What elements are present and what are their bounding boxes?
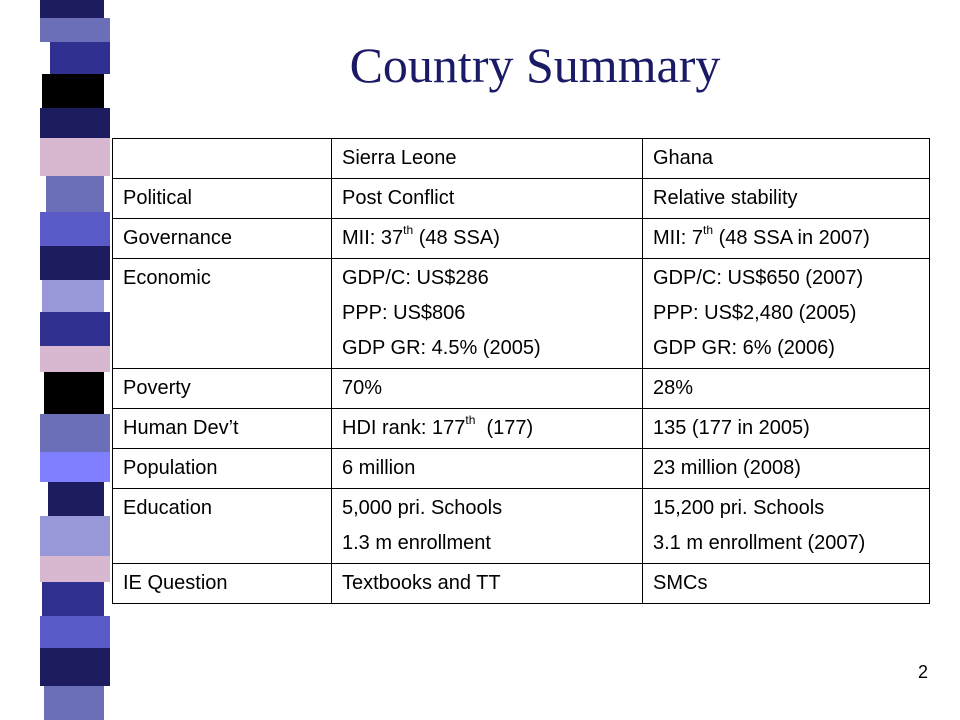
header-cell-empty bbox=[113, 139, 332, 179]
cell-line bbox=[653, 266, 919, 290]
cell-text: 23 million (2008) bbox=[653, 457, 801, 479]
cell-line bbox=[653, 186, 919, 210]
table-row-human-dev-t bbox=[113, 409, 930, 449]
stripe-segment bbox=[40, 648, 110, 686]
cell-text: 28% bbox=[653, 377, 694, 399]
cell-line bbox=[653, 571, 919, 595]
stripe-segment bbox=[40, 516, 110, 556]
cell-sierra-leone bbox=[332, 179, 643, 219]
row-label: Governance bbox=[113, 219, 332, 259]
cell-line bbox=[342, 266, 632, 290]
cell-line bbox=[342, 223, 632, 250]
stripe-segment bbox=[42, 74, 104, 108]
cell-line bbox=[342, 376, 632, 400]
cell-sierra-leone bbox=[332, 369, 643, 409]
cell-text: SMCs bbox=[653, 572, 708, 594]
cell-text: 15,200 pri. Schools bbox=[653, 497, 825, 519]
cell-ghana bbox=[643, 449, 930, 489]
cell-ghana bbox=[643, 259, 930, 369]
cell-line bbox=[653, 531, 919, 555]
cell-text: 70% bbox=[342, 377, 383, 399]
cell-text: PPP: US$2,480 (2005) bbox=[653, 302, 857, 324]
cell-line bbox=[653, 456, 919, 480]
cell-ghana bbox=[643, 369, 930, 409]
cell-text: 135 (177 in 2005) bbox=[653, 417, 810, 439]
ordinal-suffix: th bbox=[465, 413, 476, 428]
table-row-population bbox=[113, 449, 930, 489]
cell-ghana bbox=[643, 564, 930, 604]
cell-line bbox=[653, 496, 919, 520]
cell-text: MII: 37 bbox=[342, 227, 404, 249]
stripe-segment bbox=[40, 346, 110, 372]
cell-text: 6 million bbox=[342, 457, 416, 479]
cell-sierra-leone bbox=[332, 564, 643, 604]
header-cell-ghana: Ghana bbox=[643, 139, 930, 179]
cell-line bbox=[653, 223, 919, 250]
stripe-segment bbox=[44, 686, 104, 720]
ordinal-suffix: th bbox=[403, 223, 414, 238]
table-row-education bbox=[113, 489, 930, 564]
stripe-segment bbox=[48, 482, 104, 516]
stripe-segment bbox=[40, 212, 110, 246]
cell-sierra-leone bbox=[332, 489, 643, 564]
row-label: Economic bbox=[113, 259, 332, 369]
slide-title: Country Summary bbox=[349, 37, 721, 93]
header-cell-sierra-leone: Sierra Leone bbox=[332, 139, 643, 179]
cell-sierra-leone bbox=[332, 219, 643, 259]
cell-text-rest: (48 SSA in 2007) bbox=[713, 227, 870, 249]
table-row-ie-question bbox=[113, 564, 930, 604]
cell-text: Textbooks and TT bbox=[342, 572, 501, 594]
stripe-segment bbox=[40, 108, 110, 138]
stripe-segment bbox=[44, 372, 104, 414]
cell-text: GDP GR: 4.5% (2005) bbox=[342, 337, 541, 359]
cell-text: Relative stability bbox=[653, 187, 798, 209]
stripe-segment bbox=[50, 42, 110, 74]
cell-line bbox=[653, 376, 919, 400]
table-row-poverty bbox=[113, 369, 930, 409]
cell-text: 3.1 m enrollment (2007) bbox=[653, 532, 866, 554]
cell-text: MII: 7 bbox=[653, 227, 704, 249]
table-header-row bbox=[113, 139, 930, 179]
row-label: Human Dev’t bbox=[113, 409, 332, 449]
table-row-governance bbox=[113, 219, 930, 259]
cell-ghana bbox=[643, 219, 930, 259]
cell-text-rest: (48 SSA) bbox=[413, 227, 500, 249]
page-number: 2 bbox=[917, 662, 928, 682]
cell-sierra-leone bbox=[332, 449, 643, 489]
cell-text: GDP GR: 6% (2006) bbox=[653, 337, 835, 359]
ordinal-suffix: th bbox=[703, 223, 714, 238]
stripe-segment bbox=[40, 616, 110, 648]
cell-line bbox=[342, 456, 632, 480]
cell-ghana bbox=[643, 179, 930, 219]
cell-line bbox=[653, 336, 919, 360]
stripe-segment bbox=[40, 452, 110, 482]
stripe-segment bbox=[42, 582, 104, 616]
cell-text: 5,000 pri. Schools bbox=[342, 497, 503, 519]
stripe-segment bbox=[40, 246, 110, 280]
cell-text: Post Conflict bbox=[342, 187, 455, 209]
country-summary-table bbox=[112, 138, 930, 604]
decorative-stripe bbox=[40, 0, 110, 720]
cell-text: 1.3 m enrollment bbox=[342, 532, 491, 554]
cell-line bbox=[342, 496, 632, 520]
cell-line bbox=[342, 571, 632, 595]
cell-line bbox=[342, 186, 632, 210]
cell-text: PPP: US$806 bbox=[342, 302, 466, 324]
cell-line bbox=[653, 301, 919, 325]
cell-line bbox=[342, 301, 632, 325]
stripe-segment bbox=[40, 312, 110, 348]
row-label: Poverty bbox=[113, 369, 332, 409]
cell-text: GDP/C: US$650 (2007) bbox=[653, 267, 864, 289]
stripe-segment bbox=[46, 176, 104, 212]
stripe-segment bbox=[40, 556, 110, 582]
cell-text-rest: (177) bbox=[475, 417, 534, 439]
table-row-political bbox=[113, 179, 930, 219]
stripe-segment bbox=[40, 0, 104, 18]
cell-text: GDP/C: US$286 bbox=[342, 267, 489, 289]
cell-line bbox=[342, 413, 632, 440]
cell-ghana bbox=[643, 489, 930, 564]
row-label: Political bbox=[113, 179, 332, 219]
stripe-segment bbox=[42, 280, 104, 312]
cell-sierra-leone bbox=[332, 409, 643, 449]
row-label: Population bbox=[113, 449, 332, 489]
cell-line bbox=[653, 416, 919, 440]
row-label: Education bbox=[113, 489, 332, 564]
table-row-economic bbox=[113, 259, 930, 369]
stripe-segment bbox=[40, 414, 110, 452]
cell-line bbox=[342, 336, 632, 360]
cell-text: HDI rank: 177 bbox=[342, 417, 466, 439]
cell-ghana bbox=[643, 409, 930, 449]
stripe-segment bbox=[40, 138, 110, 176]
row-label: IE Question bbox=[113, 564, 332, 604]
cell-line bbox=[342, 531, 632, 555]
cell-sierra-leone bbox=[332, 259, 643, 369]
stripe-segment bbox=[40, 18, 110, 42]
